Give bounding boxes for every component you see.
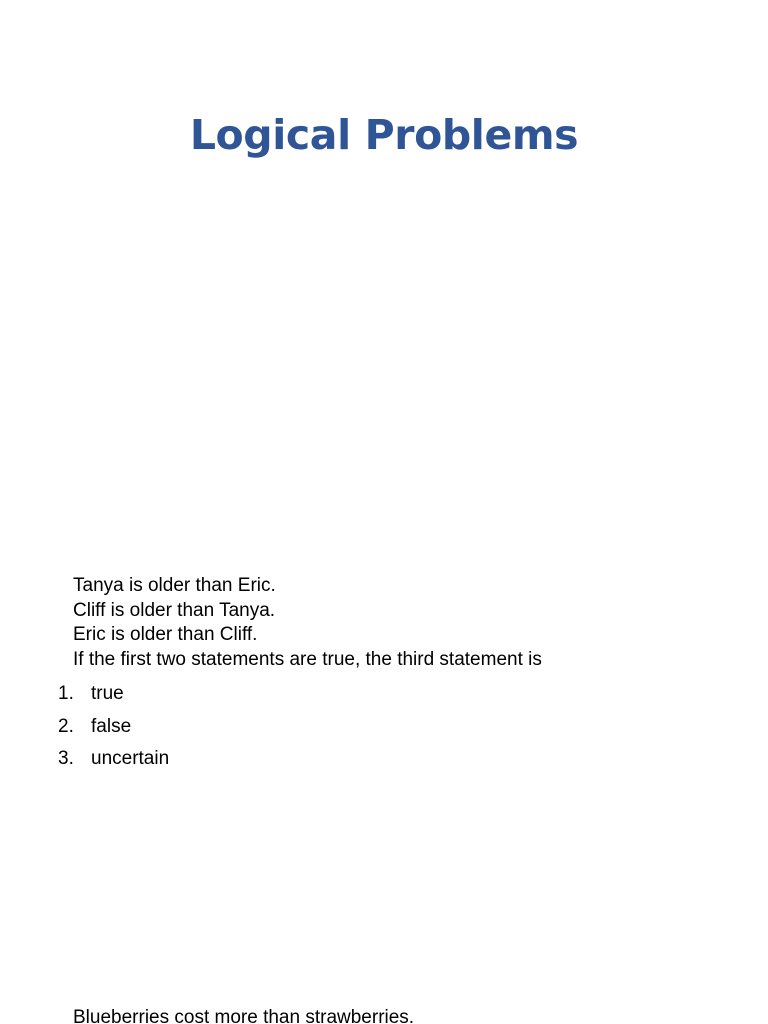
option-text: uncertain xyxy=(91,748,170,769)
statement-text: Tanya is older than Eric. xyxy=(73,575,276,596)
statement-text: Eric is older than Cliff. xyxy=(73,624,258,645)
option-number: 2. xyxy=(58,715,74,737)
answer-option xyxy=(0,711,768,744)
slide-title: Logical Problems xyxy=(189,111,579,159)
answer-option xyxy=(0,678,768,711)
option-text: false xyxy=(91,715,132,737)
answer-option xyxy=(0,743,768,776)
statement-text: Cliff is older than Tanya. xyxy=(73,599,276,621)
option-number: 1. xyxy=(58,683,74,704)
statement-text: Blueberries cost more than strawberries. xyxy=(73,1007,415,1024)
option-text: true xyxy=(91,683,124,704)
problem-block xyxy=(0,574,768,776)
question-text: If the first two statements are true, the third statement is xyxy=(73,648,542,670)
answer-options-list xyxy=(0,678,768,776)
problem-block xyxy=(0,1006,768,1024)
option-number: 3. xyxy=(58,748,74,769)
